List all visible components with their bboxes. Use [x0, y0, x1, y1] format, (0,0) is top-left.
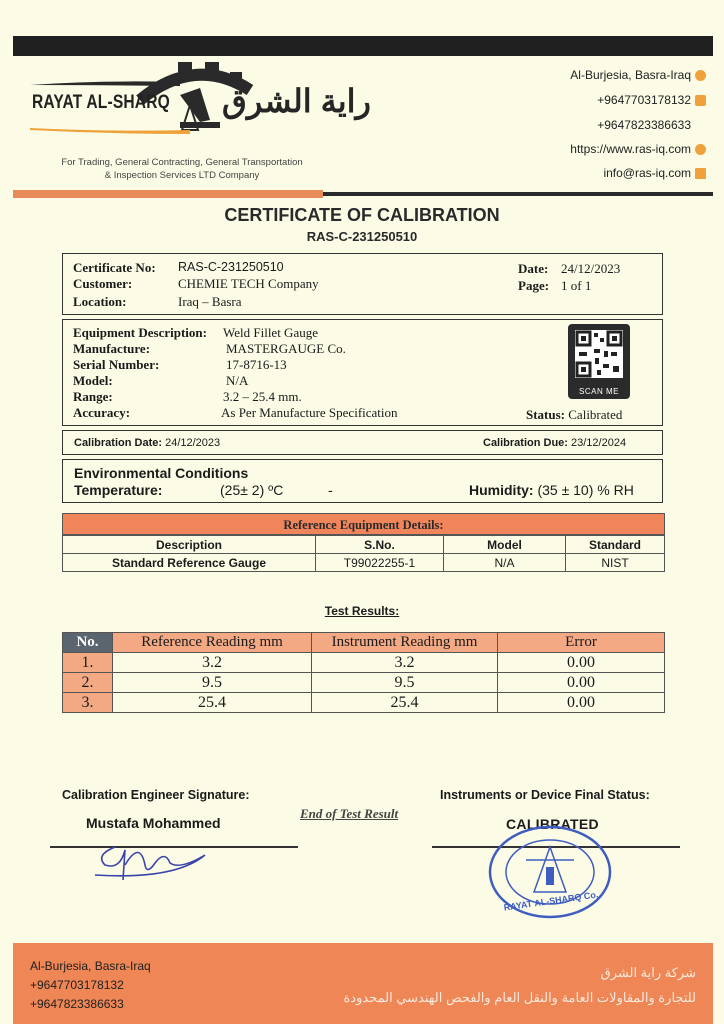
date-label: Date: — [518, 261, 549, 276]
page-label: Page: — [518, 278, 550, 293]
stamp-text: RAYAT AL-SHARQ Co. — [503, 889, 599, 913]
calibration-date-label: Calibration Date: — [74, 437, 163, 449]
contact-email: info@ras-iq.com — [603, 166, 706, 180]
range-value: 3.2 – 25.4 mm. — [223, 389, 302, 404]
results-header-row — [63, 633, 665, 653]
cert-no-value: RAS-C-231250510 — [178, 260, 284, 274]
equipment-description-label: Equipment Description: — [73, 325, 207, 340]
final-status-value: CALIBRATED — [506, 816, 599, 832]
res-col-no: No. — [63, 633, 113, 653]
contact-phone-2: +9647823386633 — [597, 118, 691, 132]
res-error: 0.00 — [498, 693, 665, 713]
company-stamp — [486, 822, 614, 920]
ref-col-standard: Standard — [566, 536, 665, 554]
temperature-label: Temperature: — [74, 482, 163, 498]
contact-website: https://www.ras-iq.com — [570, 142, 706, 156]
temperature-dash: - — [328, 482, 333, 498]
header-top-bar — [13, 36, 713, 56]
res-col-instrument: Instrument Reading mm — [312, 633, 498, 653]
reference-header-row — [63, 536, 665, 554]
company-subtitle: For Trading, General Contracting, General Transportation & Inspection Services LTD Company — [61, 157, 303, 181]
qr-code[interactable] — [568, 324, 630, 399]
footer-arabic-name: شركة راية الشرق — [600, 965, 696, 980]
environment-box — [62, 459, 663, 503]
footer-address: Al-Burjesia, Basra-Iraq — [30, 959, 151, 973]
accuracy-label: Accuracy: — [73, 405, 131, 420]
ref-sno: T99022255-1 — [316, 554, 444, 572]
reference-heading: Reference Equipment Details: — [62, 513, 665, 535]
res-no: 2. — [63, 673, 113, 693]
company-name-arabic: راية الشرق — [222, 83, 371, 119]
footer-phone-2: +9647823386633 — [30, 997, 124, 1011]
model-label: Model: — [73, 373, 113, 388]
status-label: Status: — [526, 407, 566, 422]
qr-scan-label: SCAN ME — [579, 387, 619, 396]
end-of-test-result: End of Test Result — [300, 806, 399, 821]
company-name: RAYAT AL-SHARQ — [32, 92, 170, 113]
date-value: 24/12/2023 — [561, 261, 621, 276]
calibration-dates-box — [62, 430, 663, 455]
manufacture-value: MASTERGAUGE Co. — [226, 341, 346, 356]
ref-col-description: Description — [63, 536, 316, 554]
calibration-due-label: Calibration Due: — [483, 437, 568, 449]
cert-no-label: Certificate No: — [73, 260, 156, 275]
environment-heading: Environmental Conditions — [74, 465, 249, 481]
handwritten-signature-icon — [85, 835, 225, 885]
table-row — [63, 673, 665, 693]
phone-icon — [695, 95, 706, 106]
table-row — [63, 653, 665, 673]
equipment-description-value: Weld Fillet Gauge — [223, 325, 318, 340]
calibration-due-value: 23/12/2024 — [571, 437, 627, 449]
res-error: 0.00 — [498, 673, 665, 693]
res-instrument: 25.4 — [312, 693, 498, 713]
test-results-heading: Test Results: — [324, 604, 400, 618]
ref-col-model: Model — [444, 536, 566, 554]
res-instrument: 3.2 — [312, 653, 498, 673]
res-reference: 3.2 — [113, 653, 312, 673]
res-instrument: 9.5 — [312, 673, 498, 693]
engineer-signature-label: Calibration Engineer Signature: — [62, 788, 250, 802]
humidity-value: (35 ± 10) % RH — [537, 482, 634, 498]
res-no: 1. — [63, 653, 113, 673]
res-reference: 25.4 — [113, 693, 312, 713]
res-reference: 9.5 — [113, 673, 312, 693]
test-results-table — [62, 632, 665, 713]
ref-col-sno: S.No. — [316, 536, 444, 554]
humidity-label: Humidity: — [469, 482, 534, 498]
ref-standard: NIST — [566, 554, 665, 572]
certificate-code: RAS-C-231250510 — [306, 229, 418, 244]
manufacture-label: Manufacture: — [73, 341, 151, 356]
table-row — [63, 554, 665, 572]
res-no: 3. — [63, 693, 113, 713]
mail-icon — [695, 168, 706, 179]
model-value: N/A — [226, 373, 249, 388]
location-pin-icon — [695, 70, 706, 81]
status-value: Calibrated — [568, 407, 623, 422]
res-col-error: Error — [498, 633, 665, 653]
contact-phone-1: +9647703178132 — [597, 93, 706, 107]
ref-description: Standard Reference Gauge — [63, 554, 316, 572]
reference-section — [62, 513, 665, 572]
location-label: Location: — [73, 294, 127, 309]
engineer-name: Mustafa Mohammed — [86, 815, 221, 831]
contact-address: Al-Burjesia, Basra-Iraq — [570, 68, 706, 82]
page-value: 1 of 1 — [561, 278, 592, 293]
globe-icon — [695, 144, 706, 155]
final-status-label: Instruments or Device Final Status: — [440, 788, 650, 802]
location-value: Iraq – Basra — [178, 294, 242, 309]
res-col-reference: Reference Reading mm — [113, 633, 312, 653]
certificate-info-box — [62, 253, 663, 315]
reference-table — [62, 535, 665, 572]
range-label: Range: — [73, 389, 113, 404]
footer-phone-1: +9647703178132 — [30, 978, 124, 992]
footer-arabic-description: للتجارة والمقاولات العامة والنقل العام والفحص الهندسي المحدودة — [343, 990, 696, 1005]
table-row — [63, 693, 665, 713]
certificate-title: CERTIFICATE OF CALIBRATION — [224, 205, 500, 225]
qr-code-icon — [575, 330, 623, 378]
temperature-value: (25± 2) ºC — [220, 482, 284, 498]
customer-label: Customer: — [73, 276, 133, 291]
res-error: 0.00 — [498, 653, 665, 673]
header-divider — [13, 190, 713, 198]
accuracy-value: As Per Manufacture Specification — [221, 405, 398, 420]
customer-value: CHEMIE TECH Company — [178, 276, 319, 291]
calibration-date-value: 24/12/2023 — [165, 437, 221, 449]
serial-value: 17-8716-13 — [226, 357, 287, 372]
serial-label: Serial Number: — [73, 357, 160, 372]
ref-model: N/A — [444, 554, 566, 572]
